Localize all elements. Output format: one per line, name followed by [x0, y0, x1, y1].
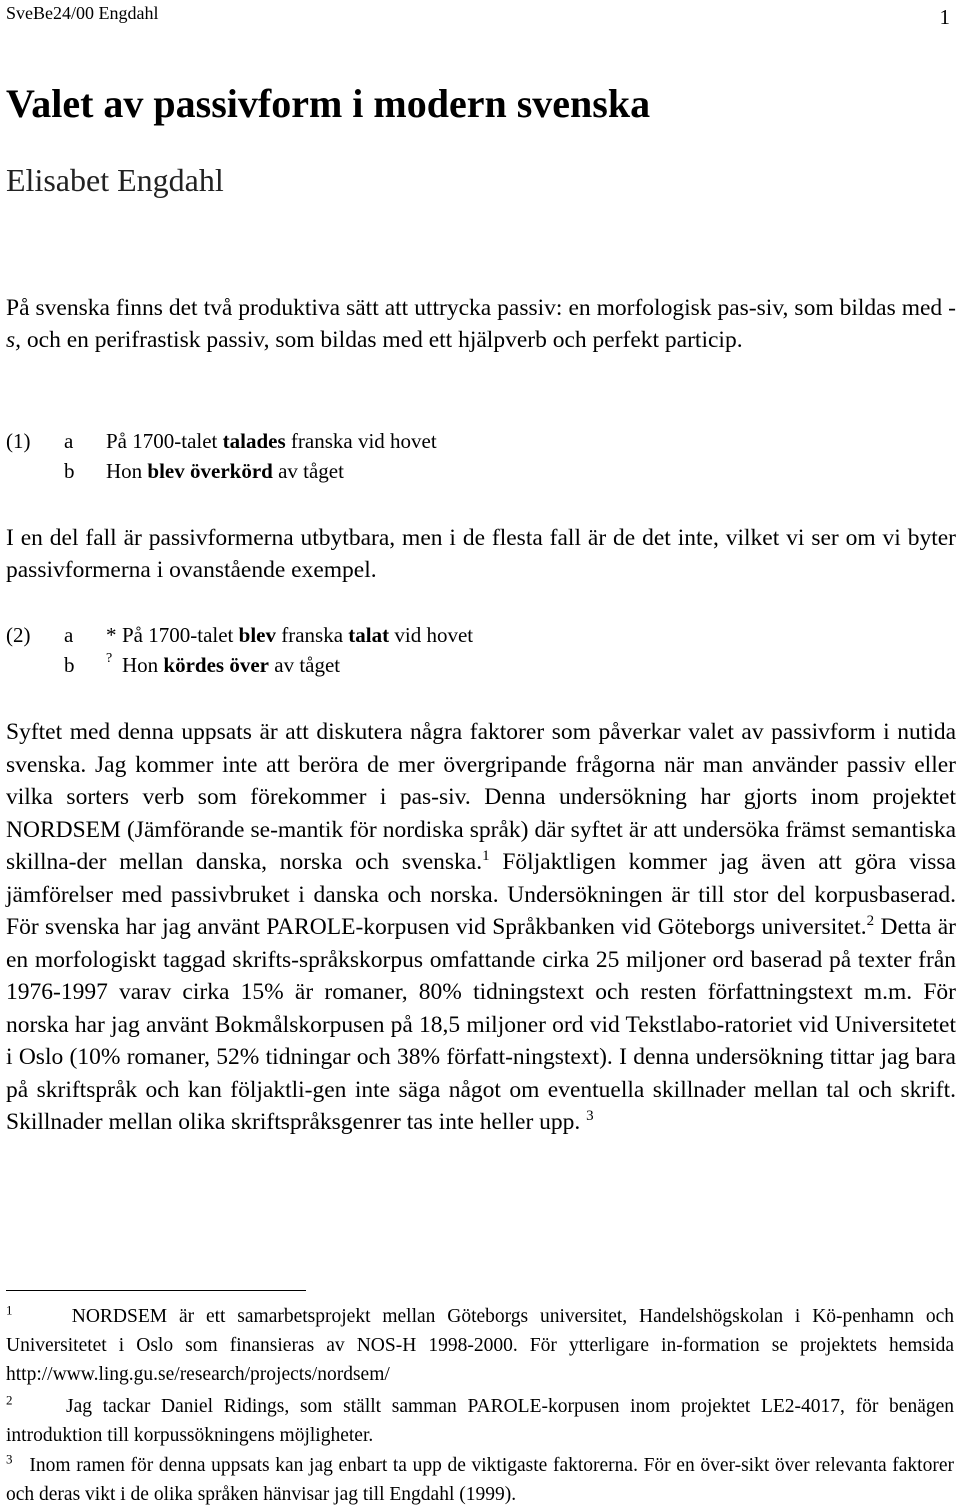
- footnote-3: $^3$ Inom ramen för denna uppsats kan jag enbart ta upp de viktigaste faktorerna. För en över-sikt över relevanta faktorer och deras vikt i de olika språken hänvisar jag till Engdahl (1999).: [6, 1451, 954, 1505]
- intro-suffix: -s,: [6, 295, 956, 353]
- example-sentence: På 1700-talet blev franska talat vid hovet: [122, 623, 474, 647]
- intro-paragraph: [6, 292, 956, 356]
- running-header: SveBe24/00 Engdahl: [6, 3, 159, 23]
- example-letter: b: [64, 653, 75, 677]
- example-2b: [6, 650, 906, 680]
- intro-text-2: och en perifrastisk passiv, som bildas med ett hjälpverb och perfekt particip.: [21, 327, 743, 353]
- example-1: [6, 426, 906, 486]
- paragraph-2: I en del fall är passivformerna utbytbara, men i de flesta fall är de det inte, vilket vi ser om vi byter passivformerna i ovanstående exempel.: [6, 525, 956, 583]
- para3-text-3: Detta är en morfologiskt taggad skrifts-språkskorpus omfattande cirka 25 miljoner ord baserad på texter från 1976-1997 varav cirka 15% är romaner, 80% tidningstext och resten författningstext m.m. För norska har jag använt Bokmålskorpusen på 18,5 miljoner ord vid Tekstlabo-ratoriet vid Universitetet i Oslo (10% romaner, 52% tidningar och 38% författ-ningstext). I denna undersökning tittar jag bara på skriftspråk och kan följaktli-gen inte säga något om eventuella skillnader mellan tal och skrift. Skillnader mellan olika skriftspråksgenrer tas inte heller upp.: [6, 914, 956, 1135]
- para3-text-2: Följaktligen kommer jag även att göra vissa jämförelser med passivbruket i danska och norska. Undersökningen är till stor del korpusbaserad. För svenska har jag använt PAROLE-korpusen vid Språkbanken vid Göteborgs universitet.: [6, 849, 956, 940]
- example-2a: [6, 620, 906, 650]
- example-letter: a: [64, 623, 74, 647]
- intro-text-1: På svenska finns det två produktiva sätt att uttrycka passiv: en morfologisk pas-siv, som bildas med: [6, 295, 949, 321]
- footnote-ref-1[interactable]: 1: [482, 848, 490, 865]
- example-letter: b: [64, 459, 75, 483]
- grammaticality-mark: ?: [106, 651, 113, 666]
- example-1a: [6, 426, 906, 456]
- example-sentence: På 1700-talet talades franska vid hovet: [106, 429, 437, 453]
- grammaticality-mark: *: [106, 623, 117, 647]
- footnote-separator: [6, 1290, 306, 1291]
- example-sentence: Hon blev överkörd av tåget: [106, 459, 344, 483]
- paper-title: Valet av passivform i modern svenska: [6, 81, 651, 126]
- para3-text-1: Syftet med denna uppsats är att diskutera några faktorer som påverkar valet av passivform i nutida svenska. Jag kommer inte att beröra de mer övergripande frågorna när man använder passiv eller vilka sorters verb som förekommer i pas-siv. Denna undersökning har gjorts inom projektet NORDSEM (Jämförande se-mantik för nordiska språk) där syftet är att undersöka främst semantiska skillna-der mellan danska, norska och svenska.: [6, 719, 956, 875]
- example-number: (2): [6, 623, 31, 647]
- example-1b: [6, 456, 906, 486]
- author-name: Elisabet Engdahl: [6, 162, 224, 198]
- example-sentence: Hon kördes över av tåget: [122, 653, 341, 677]
- example-letter: a: [64, 429, 74, 453]
- paragraph-3: [6, 716, 956, 1139]
- example-number: (1): [6, 429, 31, 453]
- footnote-ref-2[interactable]: 2: [866, 913, 875, 930]
- page-number: 1: [939, 5, 950, 29]
- footnote-1: $^1$ NORDSEM är ett samarbetsprojekt mellan Göteborgs universitet, Handelshögskolan i Kö-penhamn och Universitetet i Oslo som finansieras av NOS-H 1998-2000. För ytterligare in-formation se projektets hemsida http://www.ling.gu.se/research/projects/nordsem/: [6, 1302, 954, 1385]
- footnote-2: $^2$ Jag tackar Daniel Ridings, som ställt samman PAROLE-korpusen inom projektet LE2-4017, för benägen introduktion till korpussökningens möjligheter.: [6, 1392, 955, 1446]
- example-2: [6, 620, 906, 680]
- footnote-ref-3[interactable]: 3: [586, 1108, 594, 1125]
